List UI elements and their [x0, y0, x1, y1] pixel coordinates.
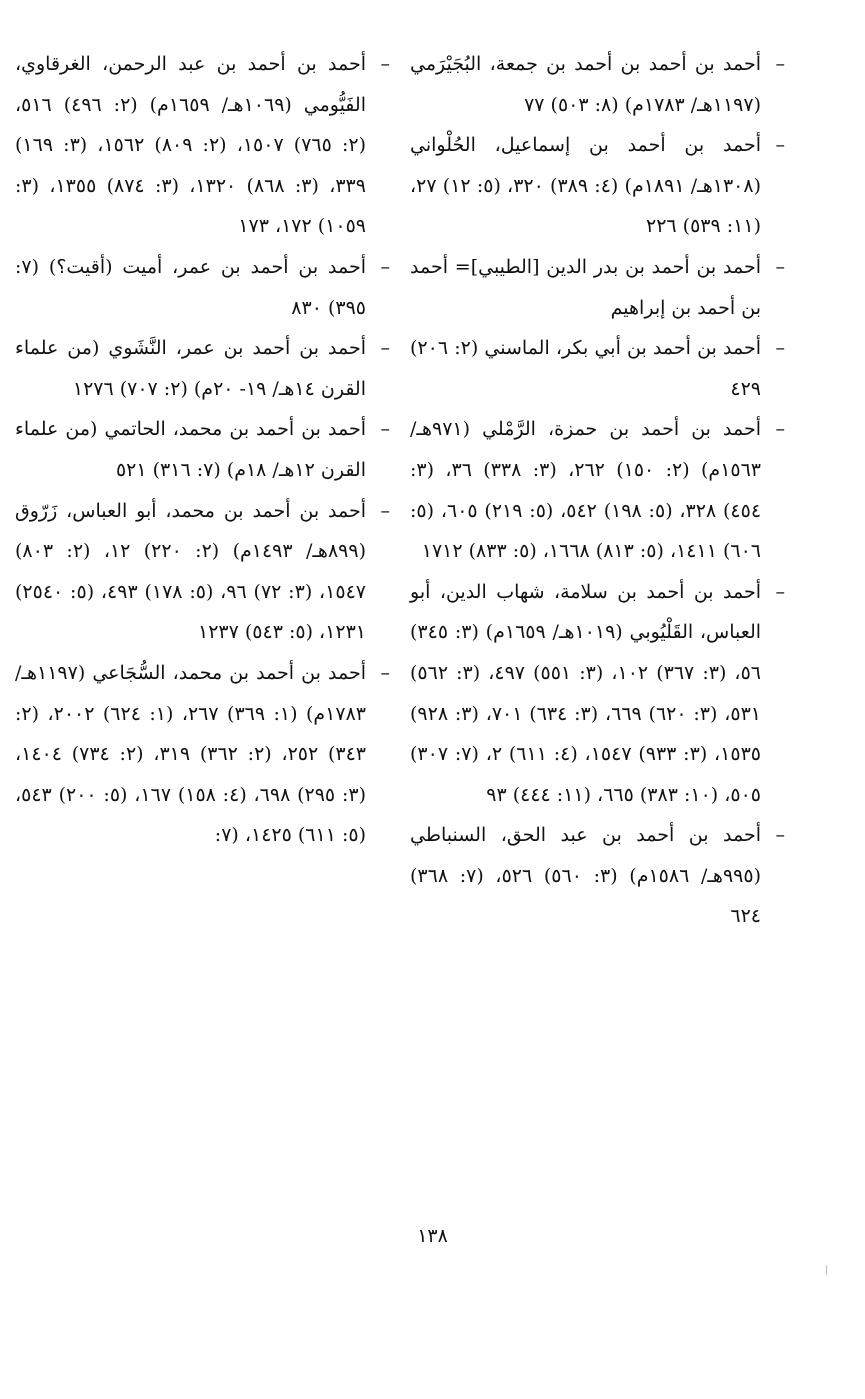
index-entry: [410, 44, 785, 125]
entry-text: أحمد بن أحمد بن عمر، النَّشَوي (من علماء القرن ١٤هـ/ ١٩- ٢٠م) (٢: ٧٠٧) ١٢٧٦: [15, 337, 366, 400]
entry-dash: –: [775, 337, 785, 360]
entry-dash: –: [380, 255, 390, 278]
index-entry: [15, 409, 390, 490]
right-column: [410, 44, 785, 937]
scan-mark: [826, 1265, 827, 1275]
entry-dash: –: [775, 418, 785, 441]
entry-dash: –: [380, 337, 390, 360]
entry-text: أحمد بن أحمد بن سلامة، شهاب الدين، أبو العباس، القَلْيُوبي (١٠١٩هـ/ ١٦٥٩م) (٣: ٣٤٥) ٥٦، (٣: ٣٦٧) ١٠٢، (٣: ٥٥١) ٤٩٧، (٣: ٥٦٢) ٥٣١، (٣: ٦٢٠) ٦٦٩، (٣: ٦٣٤) ٧٠١، (٣: ٩٢٨) ١٥٣٥، (٣: ٩٣٣) ١٥٤٧، (٤: ٦١١) ٢، (٧: ٣٠٧) ٥٠٥، (١٠: ٣٨٣) ٦٦٥، (١١: ٤٤٤) ٩٣: [410, 580, 762, 806]
index-entry: [15, 44, 390, 247]
entry-text: أحمد بن أحمد بن محمد، السُّجَاعي (١١٩٧هـ/ ١٧٨٣م) (١: ٣٦٩) ٢٦٧، (١: ٦٢٤) ٢٠٠٢، (٢: ٣٤٣) ٢٥٢، (٢: ٣٦٢) ٣١٩، (٢: ٧٣٤) ١٤٠٤، (٣: ٢٩٥) ٦٩٨، (٤: ١٥٨) ١٦٧، (٥: ٢٠٠) ٥٤٣، (٥: ٦١١) ١٤٢٥، (٧:: [15, 661, 367, 847]
index-entry: [410, 247, 785, 328]
entry-dash: –: [775, 824, 785, 847]
index-entry: [15, 328, 390, 409]
entry-text: أحمد بن أحمد بن عبد الحق، السنباطي (٩٩٥هـ/ ١٥٨٦م) (٣: ٥٦٠) ٥٢٦، (٧: ٣٦٨) ٦٢٤: [410, 824, 761, 928]
entry-dash: –: [380, 418, 390, 441]
index-entry: [410, 409, 785, 571]
entry-dash: –: [775, 580, 785, 603]
entry-dash: –: [380, 499, 390, 522]
entry-dash: –: [380, 53, 390, 75]
entry-text: أحمد بن أحمد بن محمد، أبو العباس، زَرّوق (٨٩٩هـ/ ١٤٩٣م) (٢: ٢٢٠) ١٢، (٢: ٨٠٣) ١٥٤٧، (٣: ٧٢) ٩٦، (٥: ١٧٨) ٤٩٣، (٥: ٢٥٤٠) ١٢٣١، (٥: ٥٤٣) ١٢٣٧: [15, 499, 366, 644]
entry-dash: –: [775, 134, 785, 157]
index-entry: [15, 491, 390, 653]
page-number: ١٣٨: [417, 1225, 448, 1247]
entry-text: أحمد بن أحمد بن عبد الرحمن، الغرقاوي، الفَيُّومي (١٠٦٩هـ/ ١٦٥٩م) (٢: ٤٩٦) ٥١٦، (٢: ٧٦٥) ١٥٠٧، (٢: ٨٠٩) ١٥٦٢، (٣: ١٦٩) ٣٣٩، (٣: ٨٦٨) ١٣٢٠، (٣: ٨٧٤) ١٣٥٥، (٣: ١٠٥٩) ١٧٢، ١٧٣: [15, 53, 366, 238]
index-entry: [410, 328, 785, 409]
index-entry: [410, 572, 785, 816]
entry-text: أحمد بن أحمد بن أبي بكر، الماسني (٢: ٢٠٦) ٤٢٩: [410, 337, 761, 400]
entry-text: أحمد بن أحمد بن أحمد بن جمعة، البُجَيْرَمي (١١٩٧هـ/ ١٧٨٣م) (٨: ٥٠٣) ٧٧: [410, 53, 761, 116]
entry-text: أحمد بن أحمد بن محمد، الحاتمي (من علماء القرن ١٢هـ/ ١٨م) (٧: ٣١٦) ٥٢١: [15, 418, 366, 481]
entry-text: أحمد بن أحمد بن إسماعيل، الحُلْواني (١٣٠٨هـ/ ١٨٩١م) (٤: ٣٨٩) ٣٢٠، (٥: ١٢) ٢٧، (١١: ٥٣٩) ٢٢٦: [410, 134, 761, 238]
index-entry: [15, 247, 390, 328]
index-entry: [410, 125, 785, 247]
entry-text: أحمد بن أحمد بن حمزة، الرَّمْلي (٩٧١هـ/ ١٥٦٣م) (٢: ١٥٠) ٢٦٢، (٣: ٣٣٨) ٣٦، (٣: ٤٥٤) ٣٢٨، (٥: ١٩٨) ٥٤٢، (٥: ٢١٩) ٦٠٥، (٥: ٦٠٦) ١٤١١، (٥: ٨١٣) ١٦٦٨، (٥: ٨٣٣) ١٧١٢: [410, 418, 762, 563]
entry-text: أحمد بن أحمد بن عمر، أميت (أقيت؟) (٧: ٣٩٥) ٨٣٠: [15, 255, 366, 319]
entry-dash: –: [775, 53, 785, 75]
entry-dash: –: [775, 255, 785, 278]
entry-text: أحمد بن أحمد بن بدر الدين [الطيبي]= أحمد بن أحمد بن إبراهيم: [410, 255, 761, 319]
entry-dash: –: [380, 661, 390, 684]
left-column: [15, 44, 390, 856]
index-entry: [410, 815, 785, 937]
index-entry: [15, 653, 390, 856]
